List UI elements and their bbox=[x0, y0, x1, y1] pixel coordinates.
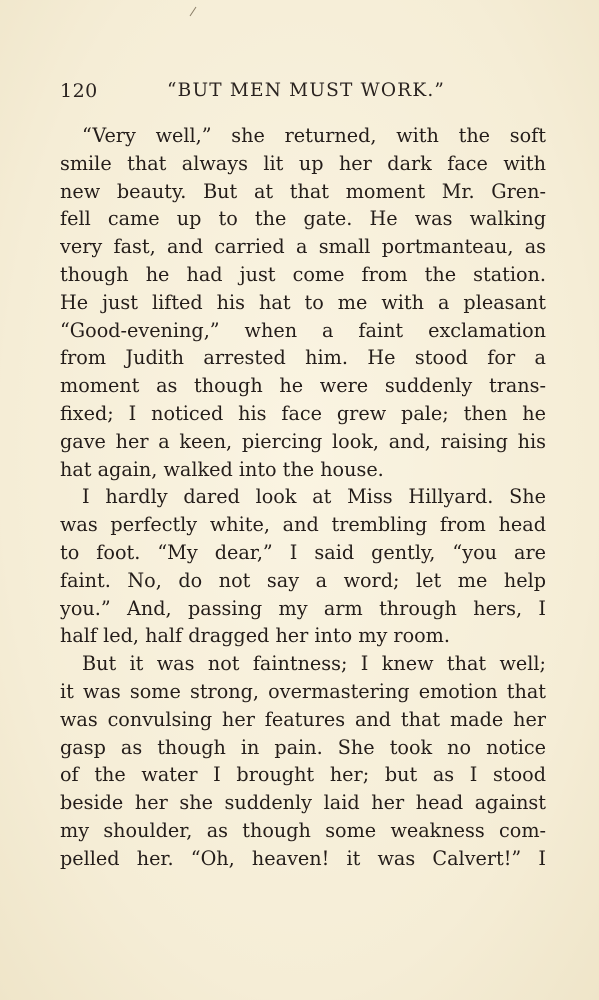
text-line: fell came up to the gate. He was walking bbox=[60, 207, 546, 231]
text-line: gave her a keen, piercing look, and, raising his bbox=[60, 429, 546, 453]
text-line: was perfectly white, and trembling from head bbox=[60, 513, 546, 537]
page-number: 120 bbox=[60, 80, 98, 102]
text-line: though he had just come from the station. bbox=[60, 262, 546, 286]
text-line: of the water I brought her; but as I stood bbox=[60, 763, 546, 787]
text-line: new beauty. But at that moment Mr. Gren- bbox=[60, 179, 546, 203]
body-text bbox=[60, 122, 546, 873]
text-line: hat again, walked into the house. bbox=[60, 457, 384, 481]
text-line: beside her she suddenly laid her head against bbox=[60, 791, 546, 815]
text-line: gasp as though in pain. She took no notice bbox=[60, 735, 546, 759]
text-line: He just lifted his hat to me with a pleasant bbox=[60, 290, 546, 314]
text-line: “Very well,” she returned, with the soft bbox=[82, 124, 546, 147]
text-line: was convulsing her features and that made her bbox=[60, 707, 546, 731]
text-line: moment as though he were suddenly trans- bbox=[60, 374, 546, 398]
text-line: from Judith arrested him. He stood for a bbox=[60, 346, 546, 370]
text-line: fixed; I noticed his face grew pale; then he bbox=[60, 401, 546, 425]
text-line: you.” And, passing my arm through hers, I bbox=[60, 596, 546, 620]
text-line: to foot. “My dear,” I said gently, “you are bbox=[60, 540, 546, 564]
text-line: smile that always lit up her dark face with bbox=[60, 151, 546, 175]
text-line: But it was not faintness; I knew that well; bbox=[82, 652, 546, 676]
text-line: very fast, and carried a small portmanteau, as bbox=[60, 235, 546, 259]
text-line: I hardly dared look at Miss Hillyard. She bbox=[82, 485, 546, 509]
text-line: my shoulder, as though some weakness com- bbox=[60, 818, 546, 842]
text-line: it was some strong, overmastering emotion that bbox=[60, 679, 546, 703]
text-line: “Good-evening,” when a faint exclamation bbox=[60, 318, 546, 342]
text-line: faint. No, do not say a word; let me help bbox=[60, 568, 546, 592]
running-title: “BUT MEN MUST WORK.” bbox=[167, 80, 446, 101]
text-line: pelled her. “Oh, heaven! it was Calvert!” I bbox=[60, 846, 546, 870]
text-line: half led, half dragged her into my room. bbox=[60, 624, 450, 648]
page-header bbox=[60, 80, 550, 108]
pencil-mark bbox=[186, 4, 200, 18]
